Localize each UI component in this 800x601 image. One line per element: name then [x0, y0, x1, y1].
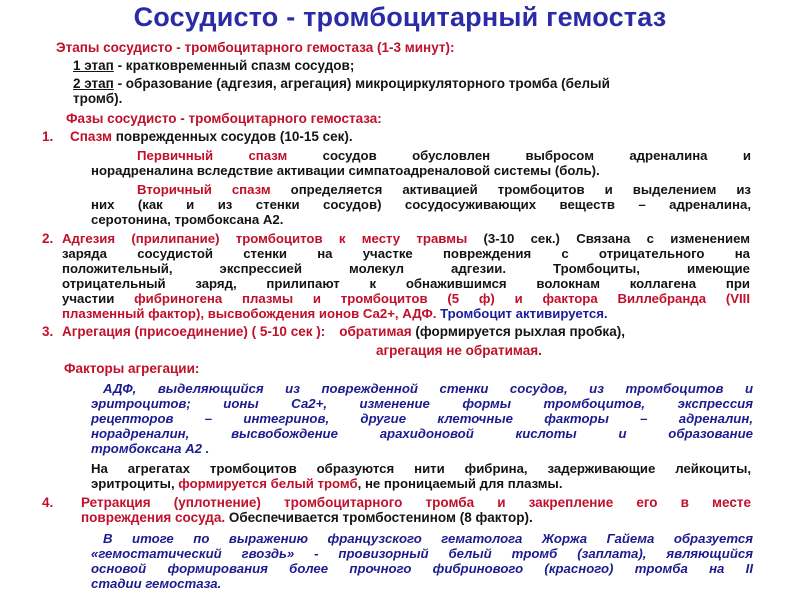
- phase-4-block: [81, 495, 751, 525]
- factors-line-5: тромбоксана А2 .: [91, 441, 210, 456]
- phase-2-line-2: заряда сосудистой стенки на участке повреждения с отрицательного на: [62, 246, 750, 261]
- phase-2-number: 2.: [42, 231, 54, 246]
- secondary-spasm-line-3: серотонина, тромбоксана А2.: [91, 212, 284, 227]
- conclusion-line-1: В итоге по выражению французского гематолога Жоржа Гайема образуется: [103, 531, 753, 546]
- page-title: Сосудисто - тромбоцитарный гемостаз: [133, 2, 667, 32]
- stage-2: [73, 76, 713, 106]
- phase-1-number: 1.: [42, 129, 54, 144]
- fibrin-line-2-end: , не проницаемый для плазмы.: [357, 476, 563, 491]
- phase-4-line-1: Ретракция (уплотнение) тромбоцитарного тромба и закрепление его в месте: [81, 495, 751, 510]
- factors-line-4: норадреналин, высвобождение арахидоновой кислоты и образование: [91, 426, 753, 441]
- phase-2-line-1: [62, 231, 750, 246]
- conclusion-block: [91, 531, 753, 591]
- phase-3-line-1: [62, 324, 762, 339]
- phase-4-line-2: [81, 510, 751, 525]
- stage-1-text: - кратковременный спазм сосудов;: [113, 58, 355, 73]
- stages-heading: Этапы сосудисто - тромбоцитарного гемостаза (1-3 минут):: [56, 40, 455, 55]
- primary-spasm-line-2: норадреналина вследствие активации симпатоадреналовой системы (боль).: [91, 163, 600, 178]
- phase-1-duration: поврежденных сосудов (10-15 сек).: [111, 129, 353, 144]
- primary-spasm-text: сосудов обусловлен выбросом адреналина и: [287, 148, 751, 163]
- stage-2-text: - образование (адгезия, агрегация) микроциркуляторного тромба (белый: [113, 76, 610, 91]
- primary-spasm-line-1: [91, 148, 751, 163]
- primary-spasm: [91, 148, 751, 178]
- phase-2-line-3: положительный, экспрессией молекул адгезии. Тромбоциты, имеющие: [62, 261, 750, 276]
- stage-2-label: 2 этап: [73, 76, 114, 91]
- phases-heading: Фазы сосудисто - тромбоцитарного гемостаза:: [66, 111, 382, 126]
- secondary-spasm-line-1: [91, 182, 751, 197]
- conclusion-line-4: стадии гемостаза.: [91, 576, 222, 591]
- phase-3-number: 3.: [42, 324, 54, 339]
- fibrin-line-1: На агрегатах тромбоцитов образуются нити фибрина, задерживающие лейкоциты,: [91, 461, 751, 476]
- phase-2-line-6: [62, 306, 750, 321]
- phase-2-line-5-start: участии: [62, 291, 135, 306]
- phase-3-reversible-note: (формируется рыхлая пробка),: [411, 324, 625, 339]
- phase-2-block: [62, 231, 750, 321]
- fibrin-block: [91, 461, 751, 491]
- factors-list: [91, 381, 753, 456]
- phase-2-line-6-factors: плазменный фактор), высвобождения ионов Са2+, АДФ.: [62, 306, 437, 321]
- phase-1-title: [70, 129, 353, 144]
- phase-2-line-5-factors: фибриногена плазмы и тромбоцитов (5 ф) и фактора Виллебранда (VIII: [134, 291, 751, 306]
- conclusion-line-2: «гемостатический гвоздь» - провизорный белый тромб (заплата), являющийся: [91, 546, 753, 561]
- fibrin-line-2: [91, 476, 751, 491]
- secondary-spasm: [91, 182, 751, 227]
- phase-3-reversible: обратимая: [339, 324, 412, 339]
- phase-2-title: Адгезия (прилипание) тромбоцитов к месту травмы: [62, 231, 468, 246]
- factors-heading: Факторы агрегации:: [64, 361, 200, 376]
- factors-line-1: АДФ, выделяющийся из поврежденной стенки сосудов, из тромбоцитов и: [103, 381, 753, 396]
- primary-spasm-label: Первичный спазм: [137, 148, 288, 163]
- factors-line-3: рецепторов – интегринов, другие клеточные факторы – адреналин,: [91, 411, 753, 426]
- phase-4-thrombostenin: Обеспечивается тромбостенином (8 фактор).: [225, 510, 533, 525]
- phase-3-title: Агрегация (присоединение) ( 5-10 сек ):: [62, 324, 326, 339]
- phase-1-spasm: Спазм: [70, 129, 112, 144]
- phase-2-duration: (3-10 сек.) Связана с изменением: [467, 231, 750, 246]
- platelet-activated-note: Тромбоцит активируется.: [436, 306, 608, 321]
- stage-2-text-cont: тромб).: [73, 91, 123, 106]
- secondary-spasm-line-2: них (как и из стенки сосудов) сосудосуживающих веществ – адреналина,: [91, 197, 751, 212]
- conclusion-line-3: основой формирования более прочного фибринового (красного) тромба на II: [91, 561, 753, 576]
- white-thrombus-text: формируется белый тромб: [178, 476, 358, 491]
- stage-1: [73, 58, 354, 73]
- phase-4-number: 4.: [42, 495, 54, 510]
- secondary-spasm-text: определяется активацией тромбоцитов и выделением из: [270, 182, 751, 197]
- factors-line-2: эритроцитов; ионы Са2+, изменение формы тромбоцитов, экспрессия: [91, 396, 753, 411]
- stage-1-label: 1 этап: [73, 58, 114, 73]
- phase-3-irreversible: агрегация не обратимая.: [376, 343, 542, 358]
- phase-4-location: повреждения сосуда.: [81, 510, 226, 525]
- phase-2-line-5: [62, 291, 750, 306]
- phase-2-line-4: отрицательный заряд, прилипают к обнажившимся волокнам коллагена при: [62, 276, 750, 291]
- secondary-spasm-label: Вторичный спазм: [137, 182, 271, 197]
- fibrin-line-2-start: эритроциты,: [91, 476, 179, 491]
